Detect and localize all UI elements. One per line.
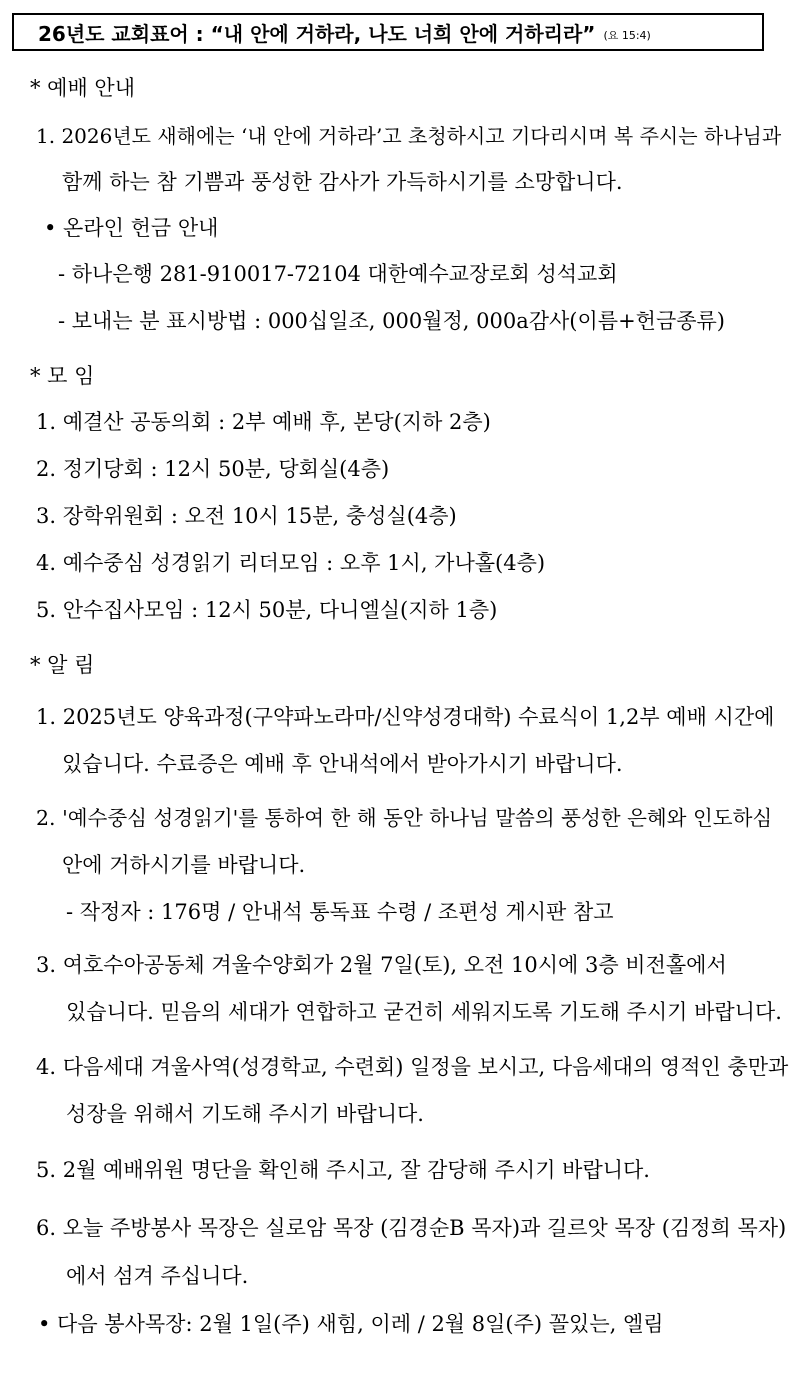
online-offering-title: • 온라인 헌금 안내 [44, 216, 219, 240]
notice-2-line-2: 안에 거하시기를 바랍니다. [62, 853, 306, 877]
notice-4-line-2: 성장을 위해서 기도해 주시기 바랍니다. [66, 1102, 424, 1126]
meeting-item: 2. 정기당회 : 12시 50분, 당회실(4층) [36, 457, 390, 481]
meeting-item: 4. 예수중심 성경읽기 리더모임 : 오후 1시, 가나홀(4층) [36, 551, 546, 575]
meeting-item: 3. 장학위원회 : 오전 10시 15분, 충성실(4층) [36, 504, 457, 528]
worship-item-1-line-1: 1. 2026년도 새해에는 ‘내 안에 거하라’고 초청하시고 기다리시며 복 주시는 하나님과 [36, 124, 782, 148]
notice-1-line-1: 1. 2025년도 양육과정(구약파노라마/신약성경대학) 수료식이 1,2부 예배 시간에 [36, 705, 775, 729]
next-service-groups: • 다음 봉사목장: 2월 1일(주) 새힘, 이레 / 2월 8일(주) 꼴있는, 엘림 [38, 1312, 664, 1336]
notice-6-line-1: 6. 오늘 주방봉사 목장은 실로암 목장 (김경순B 목자)과 길르앗 목장 (김정희 목자) [36, 1216, 787, 1240]
meeting-item: 1. 예결산 공동의회 : 2부 예배 후, 본당(지하 2층) [36, 410, 491, 434]
worship-item-1-line-2: 함께 하는 참 기쁨과 풍성한 감사가 가득하시기를 소망합니다. [62, 170, 623, 194]
notice-5-line-1: 5. 2월 예배위원 명단을 확인해 주시고, 잘 감당해 주시기 바랍니다. [36, 1158, 650, 1182]
notice-2-sub: - 작정자 : 176명 / 안내석 통독표 수령 / 조편성 게시판 참고 [66, 900, 614, 924]
meetings-section-title: * 모 임 [30, 364, 95, 388]
notice-6-line-2: 에서 섬겨 주십니다. [66, 1264, 249, 1288]
notices-section-title: * 알 림 [30, 653, 95, 677]
worship-section-title: * 예배 안내 [30, 76, 135, 100]
notice-3-line-2: 있습니다. 믿음의 세대가 연합하고 굳건히 세워지도록 기도해 주시기 바랍니다. [66, 1000, 782, 1024]
notice-2-line-1: 2. '예수중심 성경읽기'를 통하여 한 해 동안 하나님 말씀의 풍성한 은혜와 인도하심 [36, 806, 773, 830]
motto-reference: (요 15:4) [603, 29, 651, 42]
meeting-item: 5. 안수집사모임 : 12시 50분, 다니엘실(지하 1층) [36, 598, 498, 622]
notice-3-line-1: 3. 여호수아공동체 겨울수양회가 2월 7일(토), 오전 10시에 3층 비전홀에서 [36, 953, 727, 977]
sender-format: - 보내는 분 표시방법 : 000십일조, 000월정, 000a감사(이름+헌금종류) [58, 309, 726, 333]
notice-1-line-2: 있습니다. 수료증은 예배 후 안내석에서 받아가시기 바랍니다. [62, 752, 623, 776]
notice-4-line-1: 4. 다음세대 겨울사역(성경학교, 수련회) 일정을 보시고, 다음세대의 영적인 충만과 [36, 1055, 789, 1079]
motto-title: 26년도 교회표어 : “내 안에 거하라, 나도 너희 안에 거하리라” [38, 21, 596, 46]
motto-header [12, 13, 764, 51]
bank-account: - 하나은행 281-910017-72104 대한예수교장로회 성석교회 [58, 262, 618, 286]
